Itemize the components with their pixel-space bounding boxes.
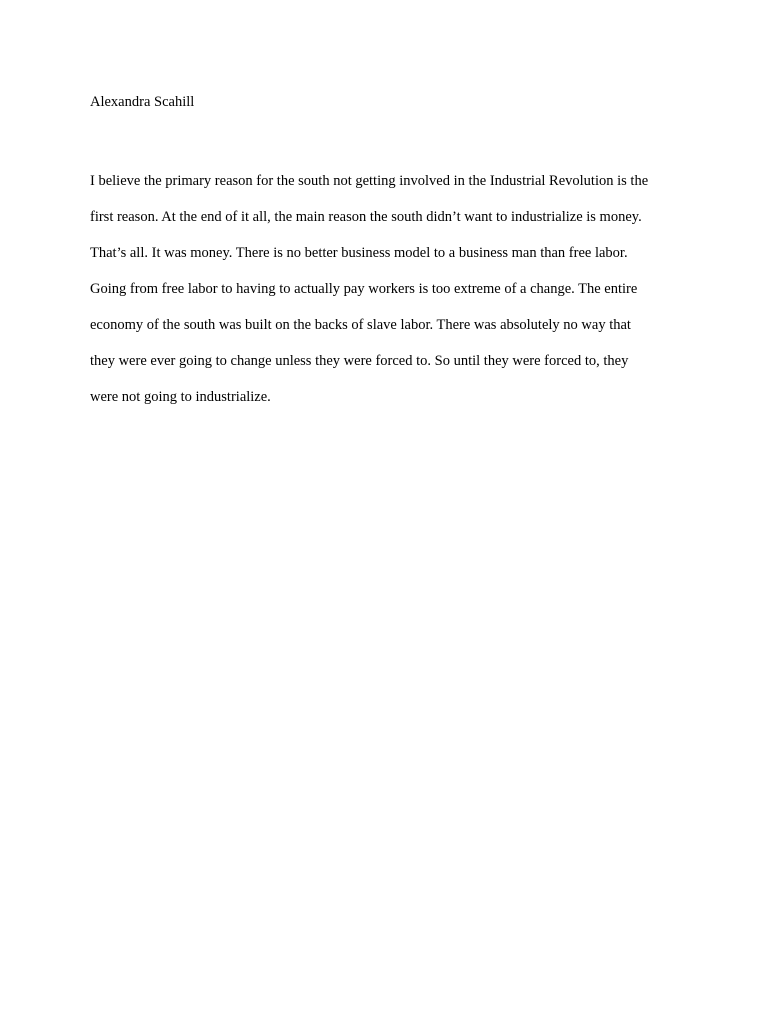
paragraph-line: were not going to industrialize. (90, 389, 271, 405)
paragraph-line: economy of the south was built on the backs of slave labor. There was absolutely no way that (90, 317, 631, 333)
essay-paragraph (90, 163, 690, 415)
paragraph-line: they were ever going to change unless they were forced to. So until they were forced to, they (90, 353, 629, 369)
paragraph-line: That’s all. It was money. There is no better business model to a business man than free labor. (90, 245, 628, 261)
paragraph-line: first reason. At the end of it all, the main reason the south didn’t want to industrialize is money. (90, 209, 642, 225)
paragraph-line: I believe the primary reason for the south not getting involved in the Industrial Revolution is the (90, 173, 649, 189)
paragraph-line: Going from free labor to having to actually pay workers is too extreme of a change. The entire (90, 281, 638, 297)
author-name: Alexandra Scahill (90, 94, 195, 110)
